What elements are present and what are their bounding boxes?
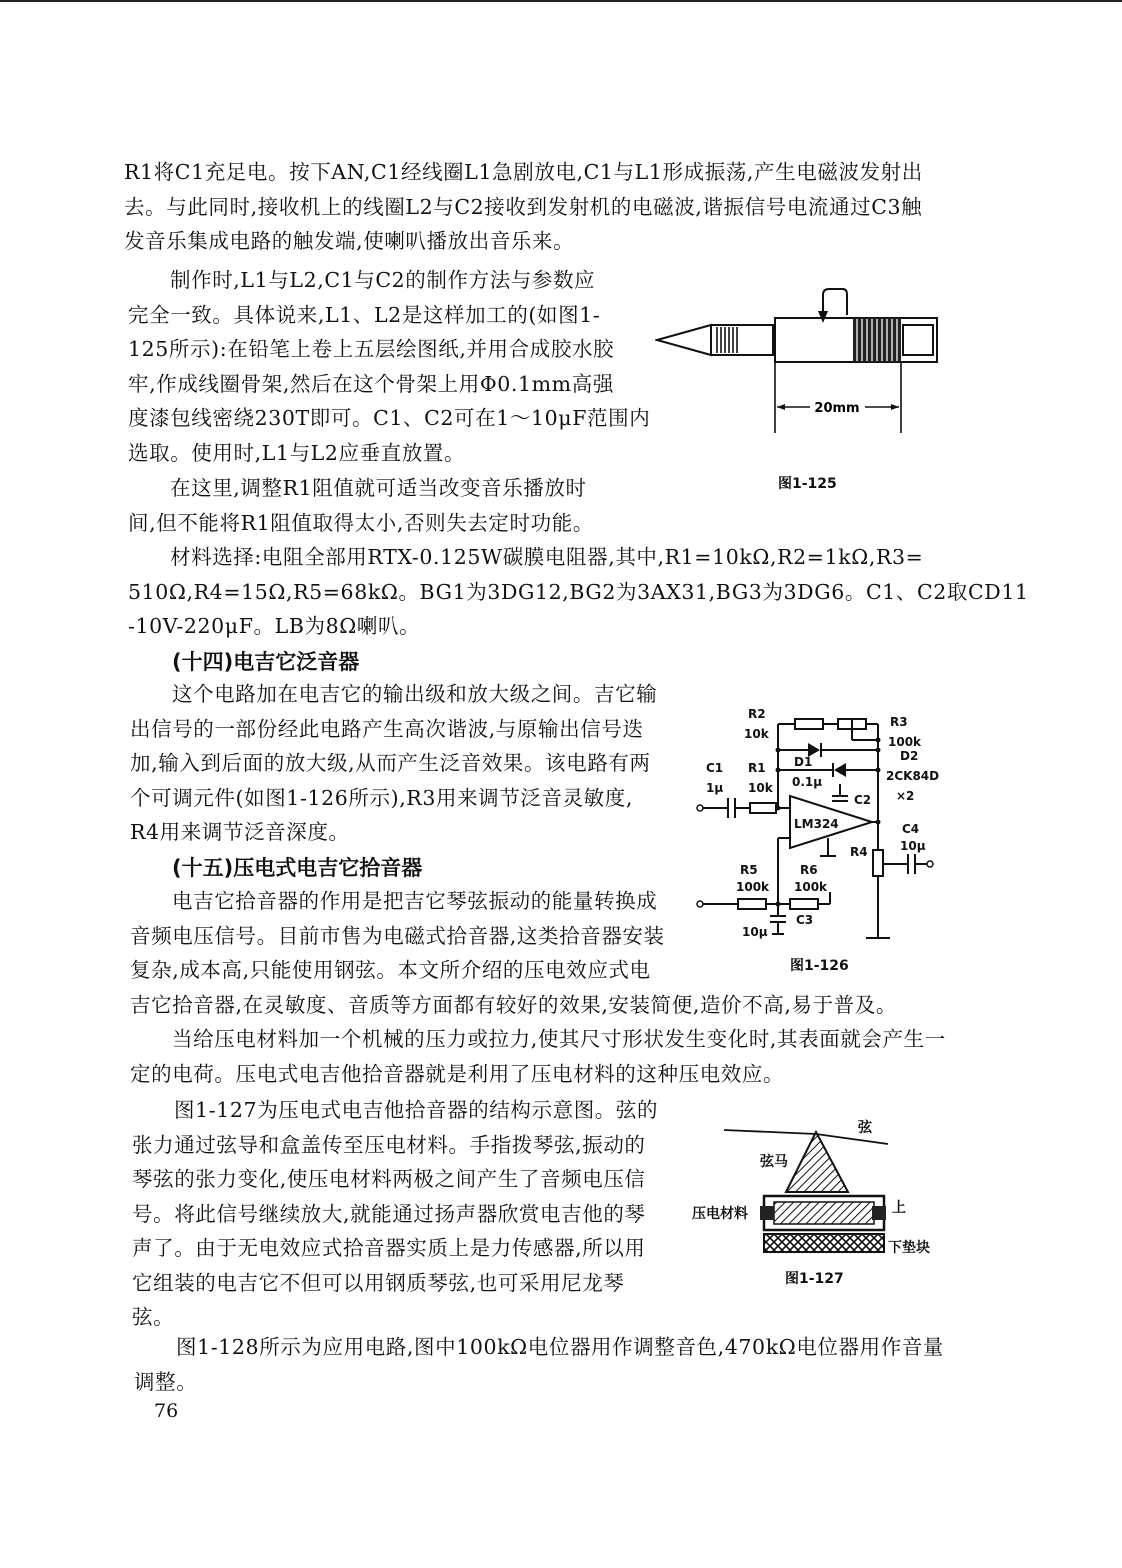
component-value: 100k xyxy=(888,735,922,749)
component-label: D1 xyxy=(794,755,813,769)
text-line: 牢,作成线圈骨架,然后在这个骨架上用Φ0.1mm高强 xyxy=(128,371,614,396)
component-value: ×2 xyxy=(896,789,915,803)
text-line: 这个电路加在电吉它的输出级和放大级之间。吉它输 xyxy=(172,682,658,706)
text-line: 图1-128所示为应用电路,图中100kΩ电位器用作调整音色,470kΩ电位器用作音量 xyxy=(176,1335,945,1359)
text-line: 出信号的一部份经此电路产生高次谐波,与原输出信号迭 xyxy=(130,716,644,741)
component-label: LM324 xyxy=(794,817,839,831)
text-line: 它组装的电吉它不但可以用钢质琴弦,也可采用尼龙琴 xyxy=(132,1270,625,1295)
text-line: 吉它拾音器,在灵敏度、音质等方面都有较好的效果,安装简便,造价不高,易于普及。 xyxy=(130,992,897,1017)
diagram-label: 上 xyxy=(892,1200,906,1216)
component-label: R6 xyxy=(800,863,818,877)
scan-top-border xyxy=(0,0,1122,2)
text-line: 发音乐集成电路的触发端,使喇叭播放出音乐来。 xyxy=(124,229,575,253)
component-label: C4 xyxy=(902,822,920,836)
diagram-label: 压电材料 xyxy=(692,1206,748,1222)
component-label: C3 xyxy=(796,913,814,927)
component-value: 10μ xyxy=(900,839,926,853)
section-heading: (十五)压电式电吉它拾音器 xyxy=(172,856,423,880)
text-line: R4用来调节泛音深度。 xyxy=(130,820,350,844)
component-value: 10k xyxy=(744,727,769,741)
diagram-label: 下垫块 xyxy=(888,1240,930,1256)
text-line: 完全一致。具体说来,L1、L2是这样加工的(如图1- xyxy=(128,302,601,327)
text-line: 图1-127为压电式电吉他拾音器的结构示意图。弦的 xyxy=(174,1098,659,1122)
text-line: 个可调元件(如图1-126所示),R3用来调节泛音灵敏度, xyxy=(130,785,634,810)
making-paragraph xyxy=(128,263,651,470)
component-label: C2 xyxy=(854,793,872,807)
text-line: 音频电压信号。目前市售为电磁式拾音器,这类拾音器安装 xyxy=(130,923,665,948)
component-label: R1 xyxy=(748,761,766,775)
diagram-label: 弦马 xyxy=(760,1154,788,1170)
text-line: 声了。由于无电效应式拾音器实质上是力传感器,所以用 xyxy=(132,1236,646,1260)
text-line: -10V-220μF。LB为8Ω喇叭。 xyxy=(128,614,421,638)
component-value: 10μ xyxy=(742,925,768,939)
overtone-paragraph xyxy=(130,677,678,850)
intro-paragraph xyxy=(124,155,966,259)
component-label: R4 xyxy=(850,845,868,859)
piezo-paragraph xyxy=(130,1022,972,1091)
text-line: 去。与此同时,接收机上的线圈L2与C2接收到发射机的电磁波,谐振信号电流通过C3触 xyxy=(124,194,923,219)
text-line: R1将C1充足电。按下AN,C1经线圈L1急剧放电,C1与L1形成振荡,产生电磁波发射出 xyxy=(124,160,923,184)
text-line: 调整。 xyxy=(134,1369,198,1394)
component-value: 100k xyxy=(736,880,770,894)
figure-1-127 xyxy=(690,1110,950,1260)
figure-1-125 xyxy=(655,285,945,435)
text-line: 号。将此信号继续放大,就能通过扬声器欣赏电吉他的琴 xyxy=(132,1201,646,1226)
figure-caption: 图1-126 xyxy=(790,958,849,974)
text-line: 度漆包线密绕230T即可。C1、C2可在1～10μF范围内 xyxy=(128,406,651,430)
component-label: R2 xyxy=(748,707,766,721)
component-value: 1μ xyxy=(706,781,724,795)
text-line: 间,但不能将R1阻值取得太小,否则失去定时功能。 xyxy=(128,510,594,535)
section-heading: (十四)电吉它泛音器 xyxy=(172,650,360,674)
text-line: 电吉它拾音器的作用是把吉它琴弦振动的能量转换成 xyxy=(172,889,658,913)
adjust-paragraph xyxy=(128,471,638,540)
materials-paragraph xyxy=(128,540,1029,644)
figure-caption: 图1-127 xyxy=(785,1271,844,1287)
text-line: 510Ω,R4=15Ω,R5=68kΩ。BG1为3DG12,BG2为3AX31,BG3为3DG6。C1、C2取CD11 xyxy=(128,579,1029,604)
dimension-label: 20mm xyxy=(814,401,860,416)
text-line: 125所示):在铅笔上卷上五层绘图纸,并用合成胶水胶 xyxy=(128,337,615,361)
text-line: 选取。使用时,L1与L2应垂直放置。 xyxy=(128,440,466,465)
text-line: 复杂,成本高,只能使用钢弦。本文所介绍的压电效应式电 xyxy=(130,958,651,982)
text-line: 加,输入到后面的放大级,从而产生泛音效果。该电路有两 xyxy=(130,751,651,775)
component-label: D2 xyxy=(900,749,919,763)
component-value: 2CK84D xyxy=(886,769,940,783)
component-label: C1 xyxy=(706,761,724,775)
page-number: 76 xyxy=(154,1400,179,1422)
text-line: 弦。 xyxy=(132,1305,175,1329)
text-line: 琴弦的张力变化,使压电材料两极之间产生了音频电压信 xyxy=(132,1167,646,1191)
component-label: R5 xyxy=(740,863,758,877)
component-value: 100k xyxy=(794,880,828,894)
text-line: 制作时,L1与L2,C1与C2的制作方法与参数应 xyxy=(170,268,596,292)
text-line: 在这里,调整R1阻值就可适当改变音乐播放时 xyxy=(170,476,587,500)
application-paragraph xyxy=(134,1330,976,1399)
figure-1-126 xyxy=(690,700,960,948)
diagram-label: 弦 xyxy=(858,1120,872,1136)
text-line: 材料选择:电阻全部用RTX-0.125W碳膜电阻器,其中,R1=10kΩ,R2=1kΩ,R3= xyxy=(170,545,924,569)
text-line: 张力通过弦导和盒盖传至压电材料。手指拨琴弦,振动的 xyxy=(132,1132,646,1157)
component-label: R3 xyxy=(890,715,908,729)
component-value: 10k xyxy=(748,781,773,795)
component-value: 0.1μ xyxy=(792,775,823,789)
figure-caption: 图1-125 xyxy=(778,476,837,492)
text-line: 定的电荷。压电式电吉他拾音器就是利用了压电材料的这种压电效应。 xyxy=(130,1061,785,1086)
text-line: 当给压电材料加一个机械的压力或拉力,使其尺寸形状发生变化时,其表面就会产生一 xyxy=(172,1027,946,1051)
structure-paragraph xyxy=(132,1093,678,1335)
